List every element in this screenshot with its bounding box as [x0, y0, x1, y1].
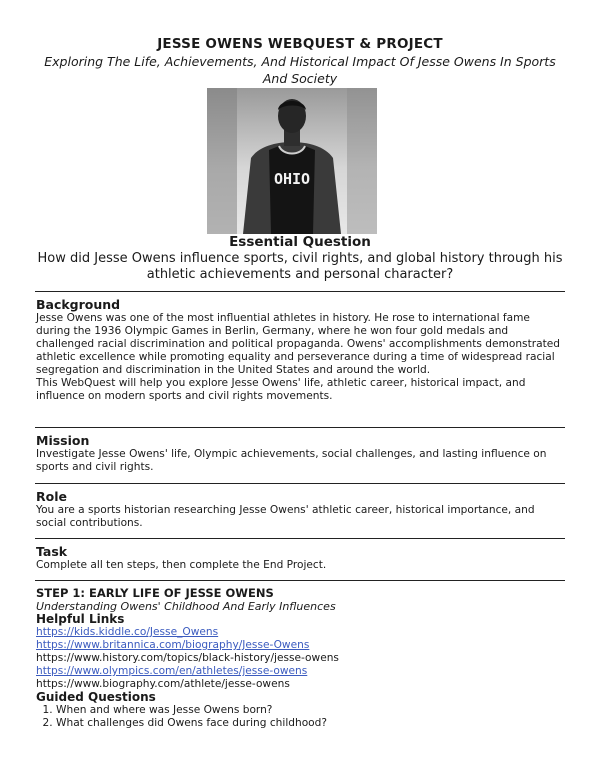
athlete-photo-image [207, 88, 377, 234]
background-section [36, 297, 566, 403]
list-item: 2. What challenges did Owens face during childhood? [56, 717, 566, 730]
divider [35, 538, 565, 539]
divider [35, 291, 565, 292]
list-item: 1. When and where was Jesse Owens born? [56, 704, 566, 717]
link-britannica[interactable]: https://www.britannica.com/biography/Jesse-Owens [36, 639, 310, 651]
divider [35, 483, 565, 484]
role-section [36, 489, 566, 530]
link-history[interactable]: https://www.history.com/topics/black-history/jesse-owens [36, 652, 339, 664]
mission-text: Investigate Jesse Owens' life, Olympic achievements, social challenges, and lasting influence on sports and civil rights. [36, 448, 547, 473]
divider [35, 580, 565, 581]
helpful-links-heading: Helpful Links [36, 612, 125, 626]
role-heading: Role [36, 489, 67, 504]
jersey-text: OHIO [273, 170, 311, 188]
link-kiddle[interactable]: https://kids.kiddle.co/Jesse_Owens [36, 626, 219, 638]
guided-questions-heading: Guided Questions [36, 690, 156, 704]
jesse-owens-photo [207, 88, 377, 234]
step-1-section [36, 586, 566, 730]
page-subtitle: Exploring The Life, Achievements, And Historical Impact Of Jesse Owens In Sports And Society [44, 54, 556, 86]
step-1-subheading: Understanding Owens' Childhood And Early Influences [36, 600, 336, 613]
task-text: Complete all ten steps, then complete the End Project. [36, 559, 327, 571]
background-heading: Background [36, 297, 121, 312]
page-title: JESSE OWENS WEBQUEST & PROJECT [157, 36, 443, 52]
mission-heading: Mission [36, 433, 90, 448]
link-olympics[interactable]: https://www.olympics.com/en/athletes/jesse-owens [36, 665, 308, 677]
guided-questions-list [36, 704, 566, 730]
role-text: You are a sports historian researching Jesse Owens' athletic career, historical importance, and social contributions. [36, 504, 535, 529]
step-1-heading: STEP 1: EARLY LIFE OF JESSE OWENS [36, 586, 274, 600]
divider [35, 427, 565, 428]
essential-question-heading: Essential Question [229, 234, 371, 250]
background-paragraph-2: This WebQuest will help you explore Jesse Owens' life, athletic career, historical impact, and influence on modern sports and civil rights movements. [36, 377, 526, 402]
task-heading: Task [36, 544, 68, 559]
link-biography[interactable]: https://www.biography.com/athlete/jesse-owens [36, 678, 290, 690]
mission-section [36, 433, 566, 474]
essential-question-text: How did Jesse Owens influence sports, civil rights, and global history through his athletic achievements and personal character? [37, 251, 563, 282]
task-section [36, 544, 566, 572]
background-paragraph-1: Jesse Owens was one of the most influential athletes in history. He rose to international fame during the 1936 Olympic Games in Berlin, Germany, where he won four gold medals and challenged racial discrimination and political propaganda. Owens' accomplishments demonstrated athletic excellence while promoting equality and perseverance during a time of widespread racial segregation and discrimination in the United States and around the world. [36, 312, 560, 376]
